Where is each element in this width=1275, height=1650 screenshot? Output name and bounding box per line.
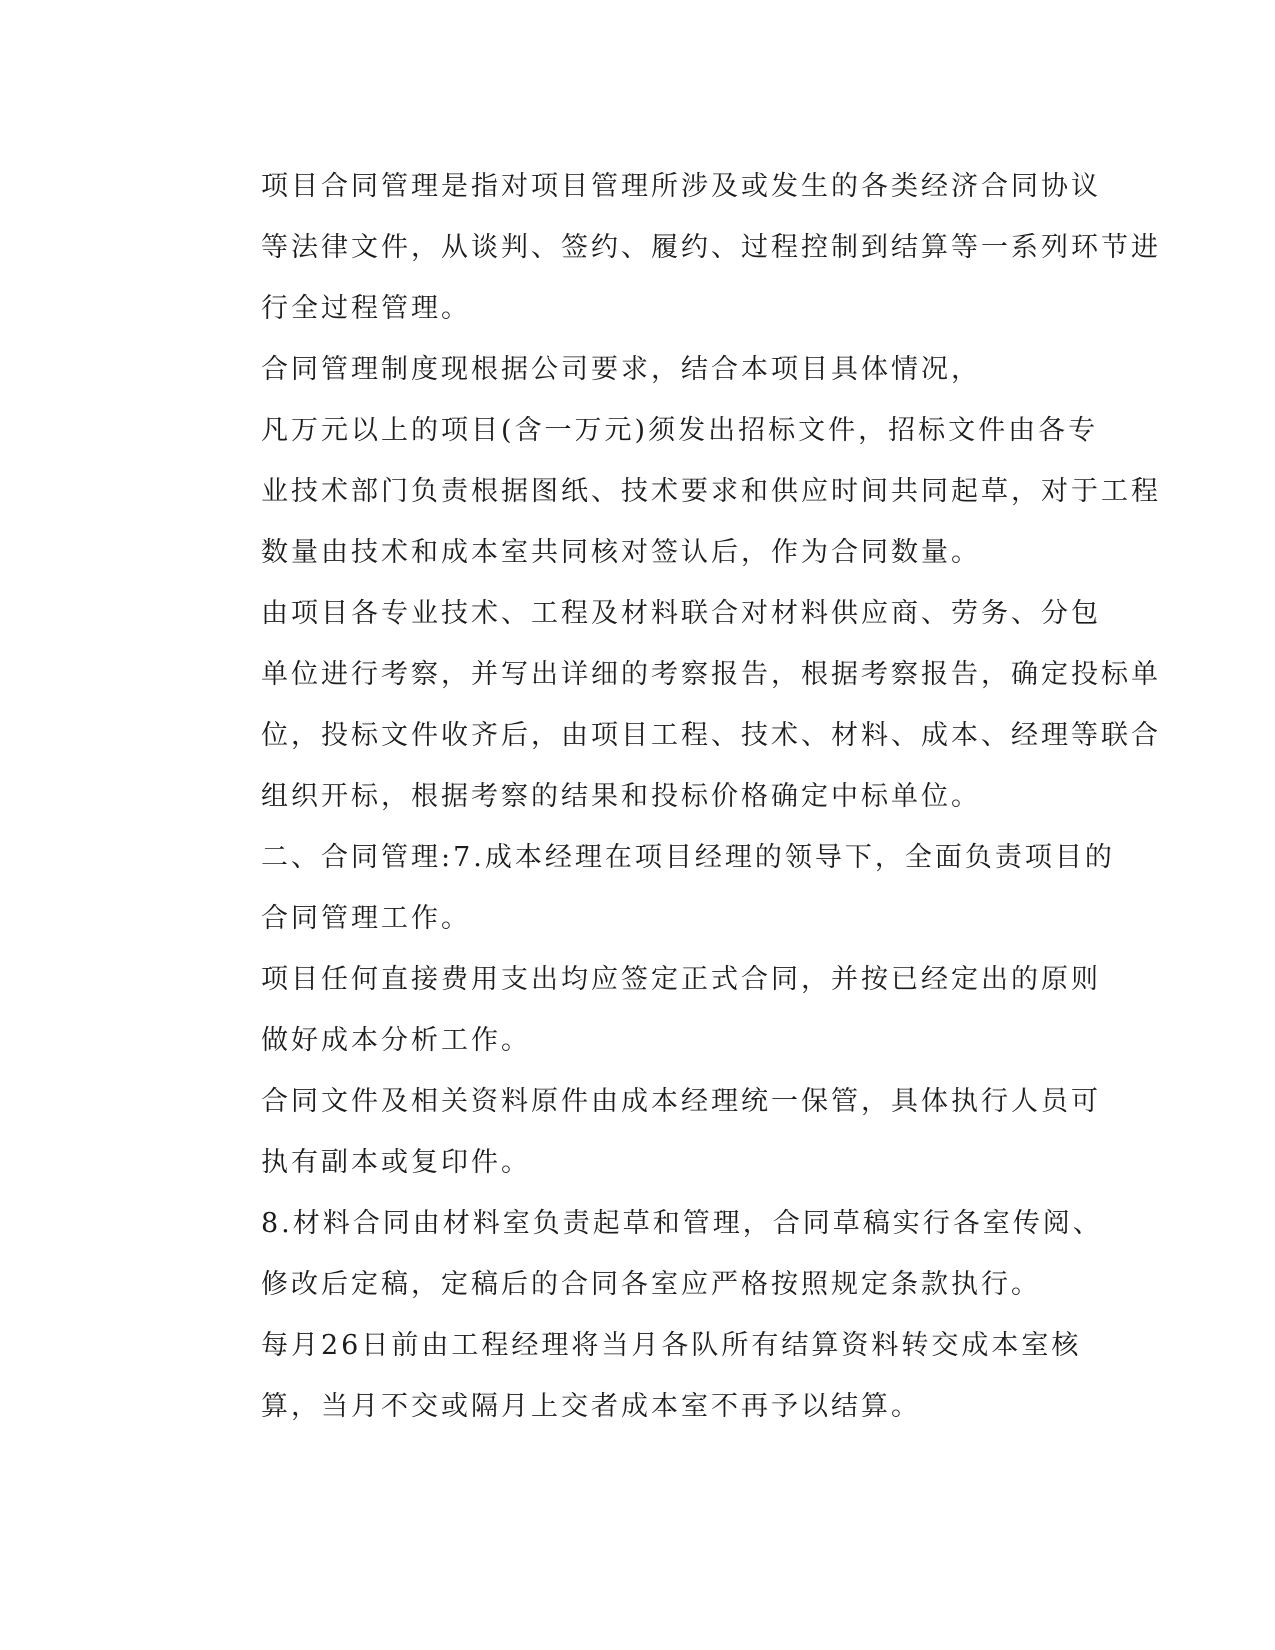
text-line: 组织开标，根据考察的结果和投标价格确定中标单位。 xyxy=(261,781,981,812)
text-line: 合同文件及相关资料原件由成本经理统一保管，具体执行人员可 xyxy=(261,1086,1101,1117)
text-line: 执有副本或复印件。 xyxy=(261,1147,531,1178)
text-line: 业技术部门负责根据图纸、技术要求和供应时间共同起草，对于工程 xyxy=(261,476,1161,507)
text-line: 修改后定稿，定稿后的合同各室应严格按照规定条款执行。 xyxy=(261,1269,1041,1300)
text-line: 凡万元以上的项目(含一万元)须发出招标文件，招标文件由各专 xyxy=(261,415,1099,446)
text-line: 8.材料合同由材料室负责起草和管理，合同草稿实行各室传阅、 xyxy=(261,1208,1103,1239)
text-line: 行全过程管理。 xyxy=(261,293,471,324)
text-line: 每月26日前由工程经理将当月各队所有结算资料转交成本室核 xyxy=(261,1330,1082,1361)
text-line: 算，当月不交或隔月上交者成本室不再予以结算。 xyxy=(261,1391,921,1422)
paragraph-contract-definition xyxy=(188,156,1161,339)
text-line: 做好成本分析工作。 xyxy=(261,1025,531,1056)
document-body xyxy=(188,156,1161,1437)
paragraph-contract-management xyxy=(188,827,1115,949)
paragraph-monthly-settlement xyxy=(188,1315,1082,1437)
paragraph-management-system xyxy=(188,339,1068,400)
text-line: 位，投标文件收齐后，由项目工程、技术、材料、成本、经理等联合 xyxy=(261,720,1161,751)
paragraph-supplier-inspection xyxy=(188,583,1161,827)
paragraph-direct-expenses xyxy=(188,949,1101,1071)
text-line: 合同管理工作。 xyxy=(261,903,471,934)
text-line: 项目任何直接费用支出均应签定正式合同，并按已经定出的原则 xyxy=(261,964,1101,995)
text-line: 二、合同管理:7.成本经理在项目经理的领导下，全面负责项目的 xyxy=(261,842,1115,873)
text-line: 合同管理制度现根据公司要求，结合本项目具体情况， xyxy=(261,354,981,385)
text-line: 由项目各专业技术、工程及材料联合对材料供应商、劳务、分包 xyxy=(261,598,1101,629)
paragraph-material-contracts xyxy=(188,1193,1103,1315)
text-line: 数量由技术和成本室共同核对签认后，作为合同数量。 xyxy=(261,537,981,568)
text-line: 单位进行考察，并写出详细的考察报告，根据考察报告，确定投标单 xyxy=(261,659,1161,690)
text-line: 项目合同管理是指对项目管理所涉及或发生的各类经济合同协议 xyxy=(261,171,1101,202)
paragraph-document-custody xyxy=(188,1071,1101,1193)
paragraph-tender-documents xyxy=(188,400,1161,583)
text-line: 等法律文件，从谈判、签约、履约、过程控制到结算等一系列环节进 xyxy=(261,232,1161,263)
